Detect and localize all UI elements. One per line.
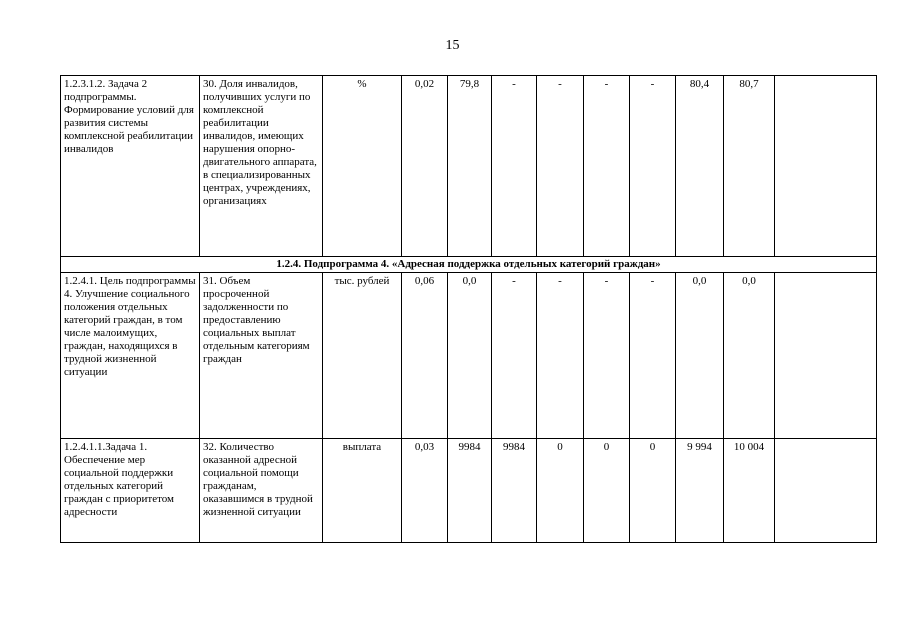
value-cell: 0 <box>537 439 584 543</box>
value-cell: 0,0 <box>676 273 724 439</box>
value-cell: 0 <box>584 439 630 543</box>
row-unit-cell: выплата <box>323 439 402 543</box>
value-cell: - <box>630 273 676 439</box>
page-number: 15 <box>445 38 460 53</box>
value-cell <box>775 439 877 543</box>
value-cell: 9 994 <box>676 439 724 543</box>
value-cell: 10 004 <box>724 439 775 543</box>
table-row <box>61 273 877 439</box>
row-indicator-cell: 30. Доля инвалидов, получивших услуги по комплексной реабилитации инвалидов, имеющих нарушения опорно-двигательного аппарата, в специализированных центрах, учреждениях, организациях <box>200 76 323 257</box>
value-cell: 0,0 <box>724 273 775 439</box>
value-cell: - <box>630 76 676 257</box>
value-cell <box>775 273 877 439</box>
value-cell: - <box>537 273 584 439</box>
value-cell: 9984 <box>448 439 492 543</box>
row-indicator-cell: 32. Количество оказанной адресной социальной помощи гражданам, оказавшимся в трудной жизненной ситуации <box>200 439 323 543</box>
value-cell: 9984 <box>492 439 537 543</box>
value-cell: - <box>584 273 630 439</box>
value-cell: 0,0 <box>448 273 492 439</box>
row-unit-cell: тыс. рублей <box>323 273 402 439</box>
value-cell: 0,03 <box>402 439 448 543</box>
value-cell: 80,7 <box>724 76 775 257</box>
value-cell: - <box>492 76 537 257</box>
value-cell: 79,8 <box>448 76 492 257</box>
value-cell: 0,06 <box>402 273 448 439</box>
value-cell: - <box>584 76 630 257</box>
table-row <box>61 439 877 543</box>
value-cell: 80,4 <box>676 76 724 257</box>
value-cell: - <box>537 76 584 257</box>
table-row <box>61 76 877 257</box>
value-cell: - <box>492 273 537 439</box>
value-cell: 0 <box>630 439 676 543</box>
subprogram-title: 1.2.4. Подпрограмма 4. «Адресная поддержка отдельных категорий граждан» <box>61 257 877 273</box>
subprogram-header-row <box>61 257 877 273</box>
row-name-cell: 1.2.4.1.1.Задача 1. Обеспечение мер социальной поддержки отдельных категорий граждан с приоритетом адресности <box>61 439 200 543</box>
row-name-cell: 1.2.3.1.2. Задача 2 подпрограммы. Формирование условий для развития системы комплексной реабилитации инвалидов <box>61 76 200 257</box>
value-cell <box>775 76 877 257</box>
row-indicator-cell: 31. Объем просроченной задолженности по предоставлению социальных выплат отдельным категориям граждан <box>200 273 323 439</box>
value-cell: 0,02 <box>402 76 448 257</box>
row-name-cell: 1.2.4.1. Цель подпрограммы 4. Улучшение социального положения отдельных категорий граждан, в том числе малоимущих, граждан, находящихся в трудной жизненной ситуации <box>61 273 200 439</box>
row-unit-cell: % <box>323 76 402 257</box>
indicators-table <box>60 75 877 543</box>
